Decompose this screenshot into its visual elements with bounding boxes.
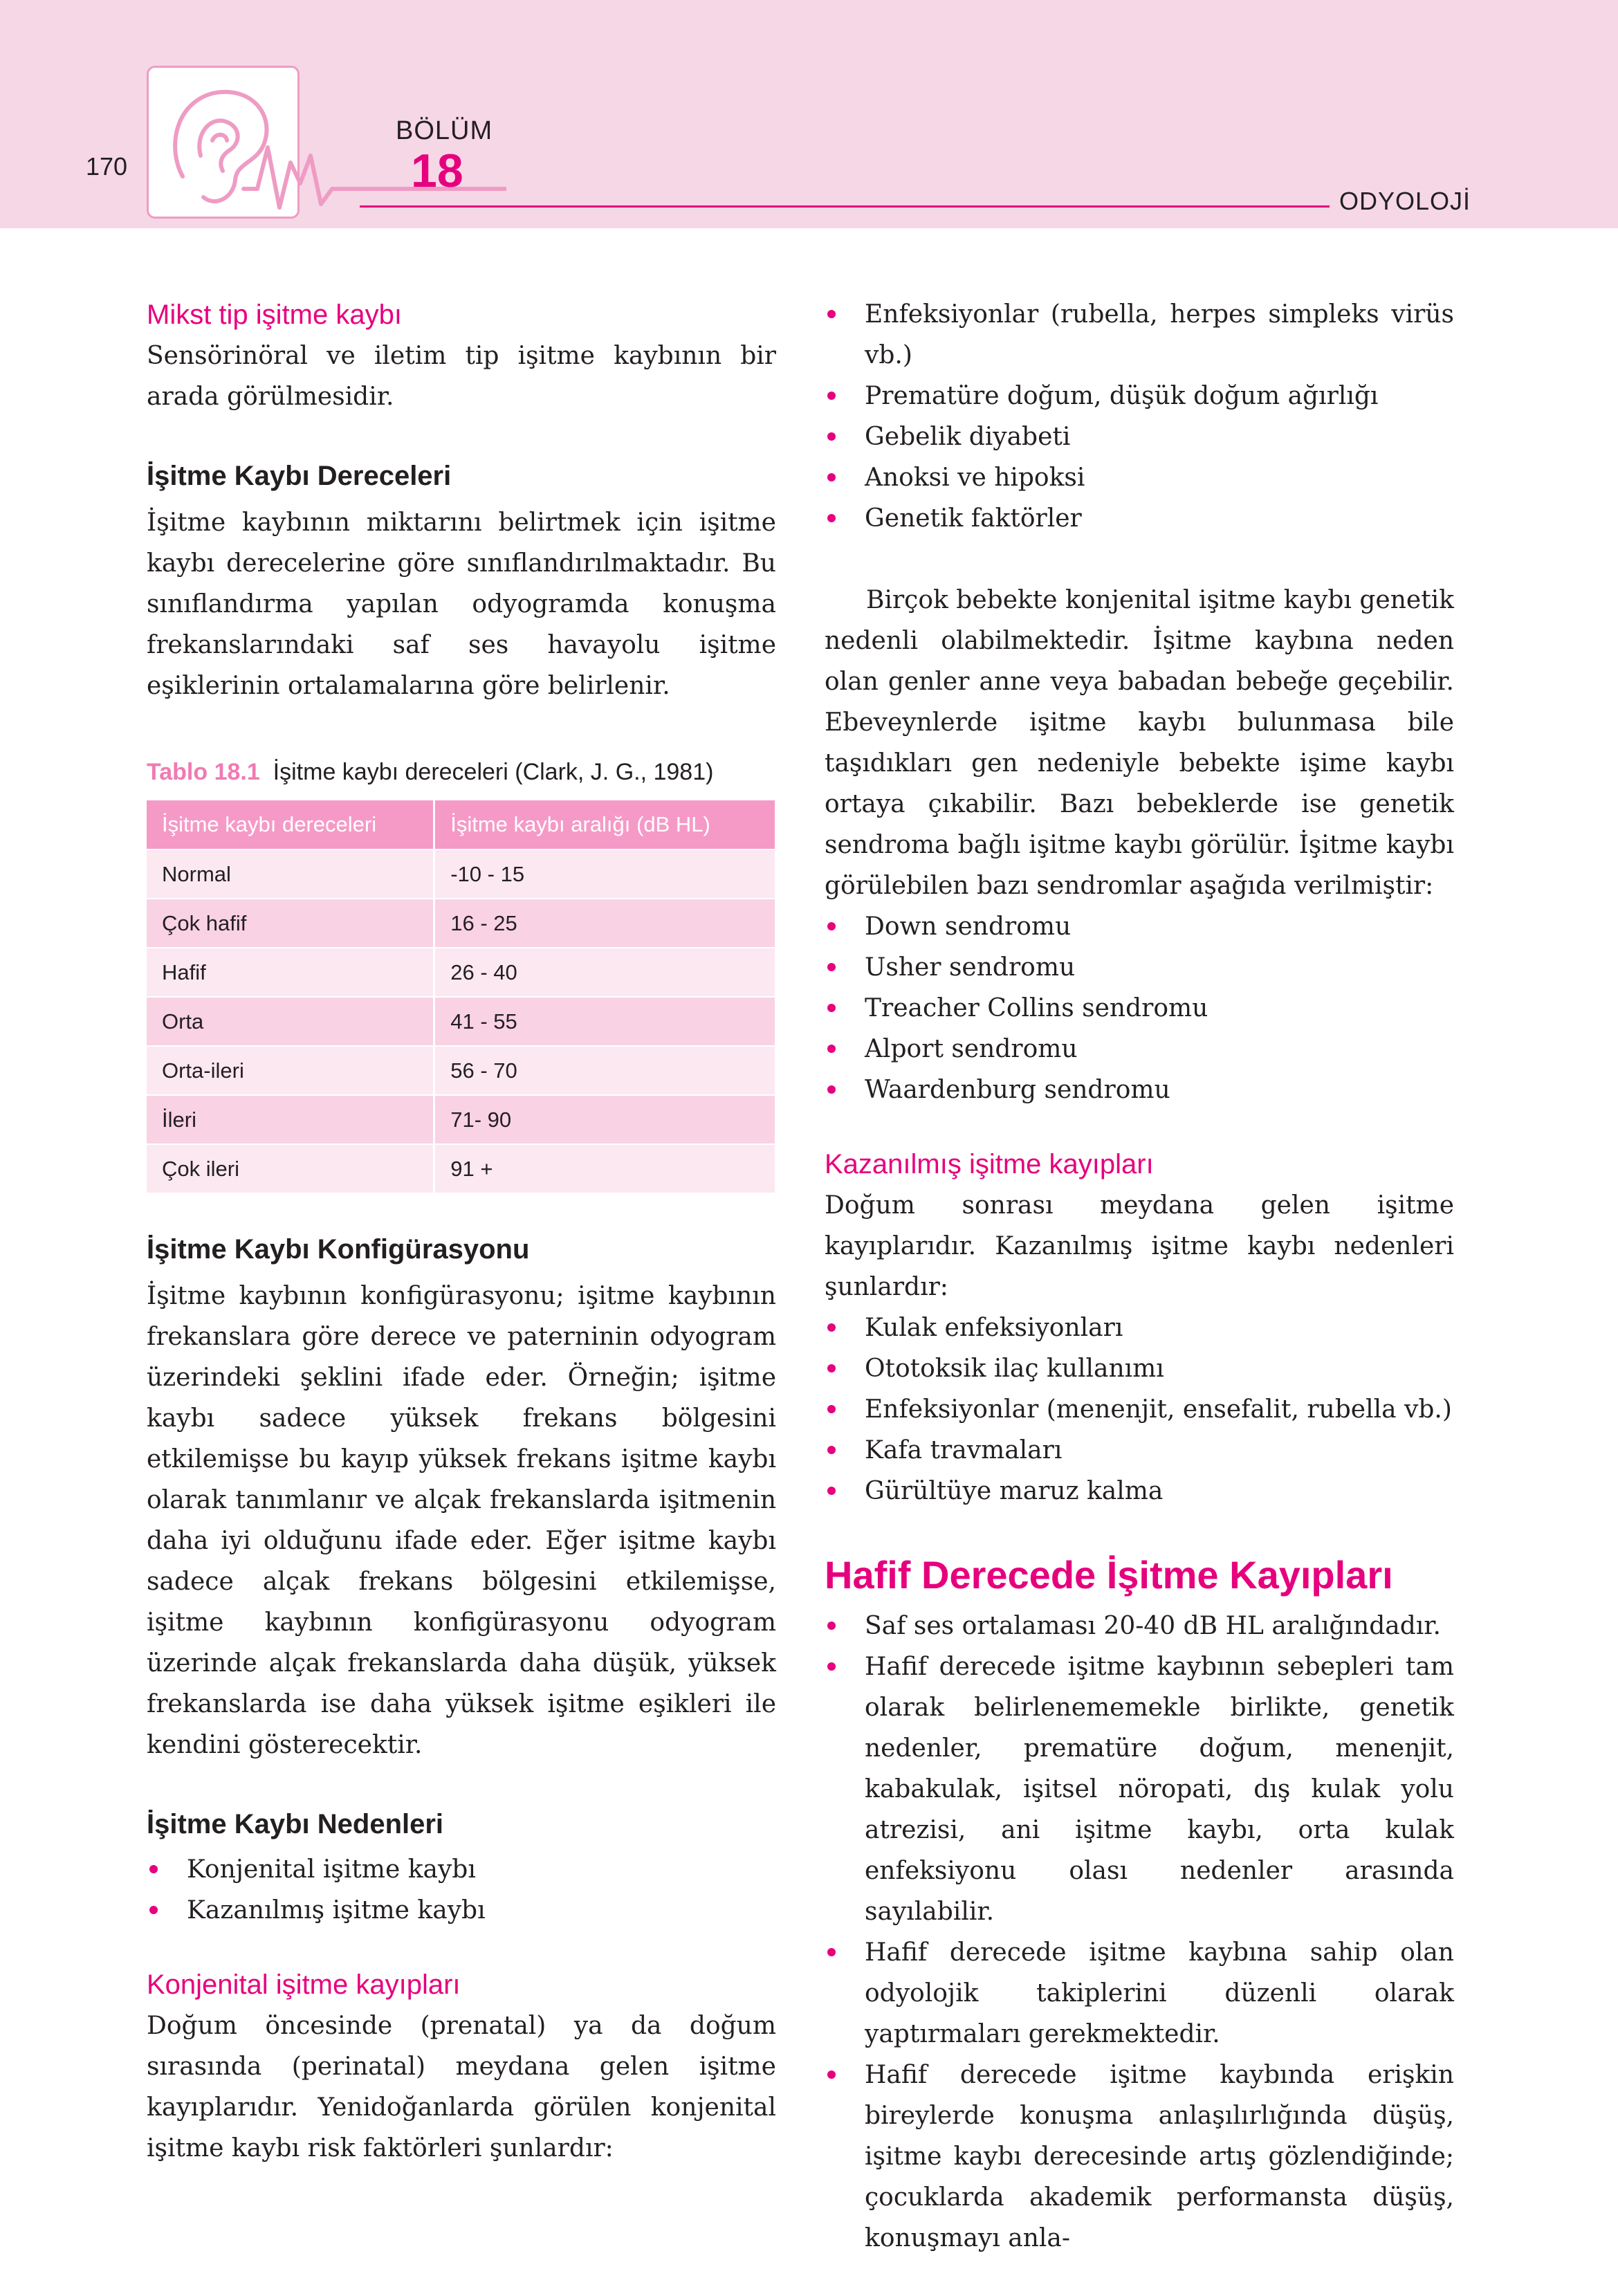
list-item: Enfeksiyonlar (rubella, herpes simpleks virüs vb.)	[825, 294, 1454, 376]
mild-loss-heading: Hafif Derecede İşitme Kayıpları	[825, 1553, 1393, 1597]
right-column	[825, 294, 1454, 2259]
causes-heading: İşitme Kaybı Nedenleri	[147, 1809, 444, 1839]
mixed-loss-paragraph: Sensörinöral ve iletim tip işitme kaybının bir arada görülmesidir.	[147, 342, 776, 411]
degrees-paragraph: İşitme kaybının miktarını belirtmek için işitme kaybı derecelerine göre sınıflandırılmaktadır. Bu sınıflandırma yapılan odyogramda konuşma frekanslarındaki saf ses havayolu işitme eşiklerinin ortalamalarına göre belirlenir.	[147, 508, 776, 700]
table-header-row	[147, 800, 775, 849]
list-item: Gürültüye maruz kalma	[825, 1471, 1454, 1512]
configuration-heading: İşitme Kaybı Konfigürasyonu	[147, 1234, 530, 1265]
table-row	[147, 1144, 775, 1193]
table-cell: İleri	[147, 1095, 434, 1144]
acquired-paragraph: Doğum sonrası meydana gelen işitme kayıplarıdır. Kazanılmış işitme kaybı nedenleri şunlardır:	[825, 1191, 1454, 1301]
table-cell: Normal	[147, 849, 434, 899]
mild-loss-list	[825, 1606, 1454, 2259]
list-item: Treacher Collins sendromu	[825, 988, 1454, 1029]
list-item: Hafif derecede işitme kaybında erişkin bireylerde konuşma anlaşılırlığında düşüş, işitme kaybı derecesinde artış gözlendiğinde; çocuklarda akademik performansta düşüş, konuşmayı anla-	[825, 2055, 1454, 2259]
syndrome-list	[825, 906, 1454, 1110]
list-item: Hafif derecede işitme kaybına sahip olan odyolojik takiplerini düzenli olarak yaptırmaları gerekmektedir.	[825, 1932, 1454, 2055]
table-cell: Çok ileri	[147, 1144, 434, 1193]
list-item: Kulak enfeksiyonları	[825, 1307, 1454, 1348]
table-row	[147, 849, 775, 899]
table-caption	[147, 755, 776, 789]
table-header-cell: İşitme kaybı aralığı (dB HL)	[434, 800, 775, 849]
table-cell: 26 - 40	[434, 948, 775, 997]
table-row	[147, 1046, 775, 1095]
list-item: Prematüre doğum, düşük doğum ağırlığı	[825, 376, 1454, 416]
list-item: Ototoksik ilaç kullanımı	[825, 1348, 1454, 1389]
table-cell: Orta	[147, 997, 434, 1046]
table-cell: 56 - 70	[434, 1046, 775, 1095]
table-header-cell: İşitme kaybı dereceleri	[147, 800, 434, 849]
page-number: 170	[86, 152, 128, 181]
list-item: Kazanılmış işitme kaybı	[147, 1890, 776, 1931]
acquired-heading: Kazanılmış işitme kayıpları	[825, 1149, 1154, 1179]
list-item: Gebelik diyabeti	[825, 416, 1454, 457]
table-cell: 71- 90	[434, 1095, 775, 1144]
congenital-heading: Konjenital işitme kayıpları	[147, 1969, 461, 2000]
chapter-label: BÖLÜM	[396, 116, 493, 145]
list-item: Alport sendromu	[825, 1029, 1454, 1069]
list-item: Genetik faktörler	[825, 498, 1454, 539]
table-cell: Hafif	[147, 948, 434, 997]
list-item: Waardenburg sendromu	[825, 1069, 1454, 1110]
table-cell: Orta-ileri	[147, 1046, 434, 1095]
table-cell: -10 - 15	[434, 849, 775, 899]
genetic-paragraph: Birçok bebekte konjenital işitme kaybı genetik nedenli olabilmektedir. İşitme kaybına neden olan genler anne veya babadan bebeğe geçebilir. Ebeveynlerde işitme kaybı bulunmasa bile taşıdıkları gen nedeniyle bebekte işime kaybı ortaya çıkabilir. Bazı bebeklerde ise genetik sendroma bağlı işitme kaybı görülür. İşitme kaybı görülebilen bazı sendromlar aşağıda verilmiştir:	[825, 586, 1454, 900]
table-cell: Çok hafif	[147, 899, 434, 948]
header-rule	[360, 205, 1330, 208]
risk-factor-list	[825, 294, 1454, 539]
list-item: Saf ses ortalaması 20-40 dB HL aralığındadır.	[825, 1606, 1454, 1646]
table-cell: 16 - 25	[434, 899, 775, 948]
table-row	[147, 997, 775, 1046]
degrees-table	[147, 800, 775, 1193]
list-item: Down sendromu	[825, 906, 1454, 947]
list-item: Usher sendromu	[825, 947, 1454, 988]
running-title: ODYOLOJİ	[1339, 187, 1471, 215]
acquired-list	[825, 1307, 1454, 1512]
list-item: Enfeksiyonlar (menenjit, ensefalit, rubella vb.)	[825, 1389, 1454, 1430]
table-row	[147, 948, 775, 997]
table-cell: 41 - 55	[434, 997, 775, 1046]
congenital-paragraph: Doğum öncesinde (prenatal) ya da doğum sırasında (perinatal) meydana gelen işitme kayıplarıdır. Yenidoğanlarda görülen konjenital işitme kaybı risk faktörleri şunlardır:	[147, 2012, 776, 2162]
table-caption-label: Tablo 18.1	[147, 759, 260, 785]
table-row	[147, 899, 775, 948]
causes-list	[147, 1849, 776, 1931]
chapter-number: 18	[411, 145, 463, 197]
list-item: Konjenital işitme kaybı	[147, 1849, 776, 1890]
list-item: Anoksi ve hipoksi	[825, 457, 1454, 498]
table-caption-text: İşitme kaybı dereceleri (Clark, J. G., 1981)	[273, 759, 714, 785]
list-item: Kafa travmaları	[825, 1430, 1454, 1471]
left-column	[147, 294, 776, 2169]
table-row	[147, 1095, 775, 1144]
degrees-heading: İşitme Kaybı Dereceleri	[147, 461, 452, 491]
mixed-loss-heading: Mikst tip işitme kaybı	[147, 300, 402, 330]
table-cell: 91 +	[434, 1144, 775, 1193]
configuration-paragraph: İşitme kaybının konfigürasyonu; işitme kaybının frekanslara göre derece ve paterninin odyogram üzerindeki şeklini ifade eder. Örneğin; işitme kaybı sadece yüksek frekans bölgesini etkilemişse bu kayıp yüksek frekans işitme kaybı olarak tanımlanır ve alçak frekanslarda işitmenin daha iyi olduğunu ifade eder. Eğer işitme kaybı sadece alçak frekans bölgesini etkilemişse, işitme kaybının konfigürasyonu odyogram üzerinde alçak frekanslarda daha düşük, yüksek frekanslarda ise daha yüksek işitme eşikleri ile kendini gösterecektir.	[147, 1282, 776, 1759]
list-item: Hafif derecede işitme kaybının sebepleri tam olarak belirlenememekle birlikte, genetik nedenler, prematüre doğum, menenjit, kabakulak, işitsel nöropati, dış kulak yolu atrezisi, ani işitme kaybı, orta kulak enfeksiyonu olası nedenler arasında sayılabilir.	[825, 1646, 1454, 1932]
